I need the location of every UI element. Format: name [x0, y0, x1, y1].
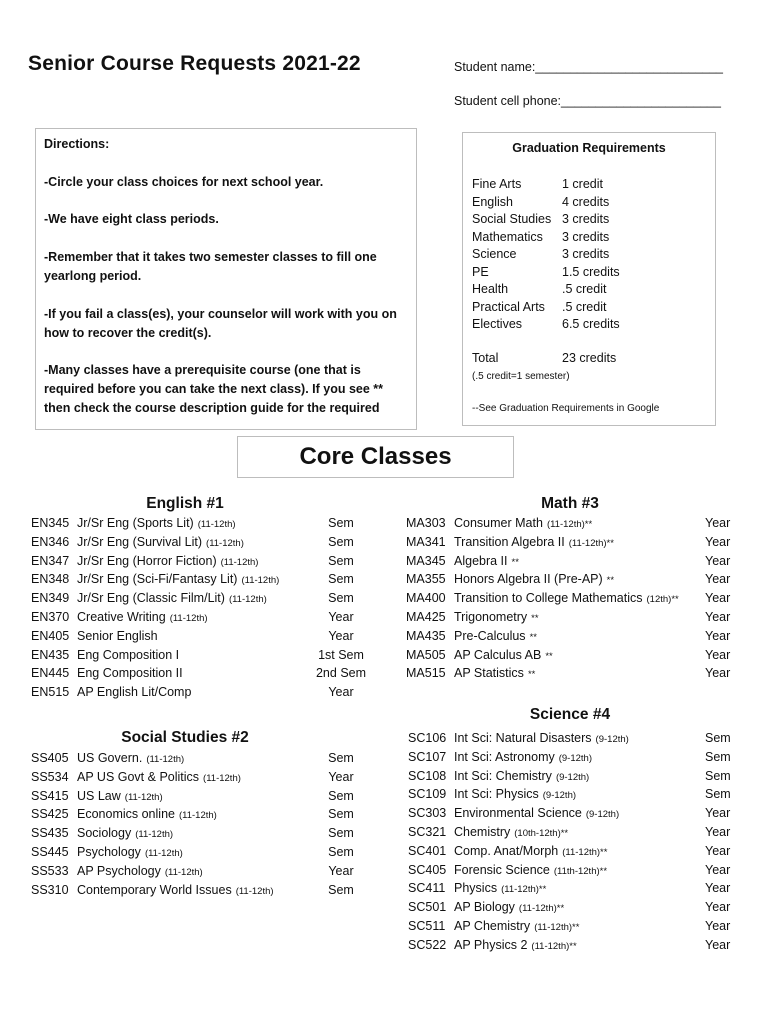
course-title: US Law — [77, 788, 121, 803]
course-row[interactable] — [31, 535, 376, 553]
course-title: Senior English — [77, 628, 158, 643]
course-name — [454, 750, 592, 764]
course-grade: (9-12th) — [558, 752, 592, 764]
directions-heading: Directions: — [44, 137, 110, 151]
course-length: Year — [328, 863, 354, 878]
requirement-credits: 3 credits — [562, 212, 610, 226]
requirement-subject: Mathematics — [472, 229, 543, 244]
course-length: Sem — [328, 572, 354, 587]
course-grade: (11-12th) — [203, 772, 241, 784]
course-name — [77, 535, 244, 549]
course-code: EN405 — [31, 628, 70, 643]
course-length: Year — [705, 881, 731, 896]
direction-item: -We have eight class periods. — [44, 212, 219, 226]
course-name — [77, 751, 184, 765]
course-code: MA425 — [406, 610, 446, 624]
course-length: Year — [705, 572, 731, 587]
course-title: Int Sci: Physics — [454, 787, 539, 802]
course-code: SC411 — [408, 881, 446, 896]
course-title: Eng Composition I — [77, 647, 180, 662]
course-name — [77, 516, 236, 530]
course-title: Int Sci: Astronomy — [454, 749, 555, 764]
course-length: Year — [705, 843, 731, 858]
credit-note: (.5 credit=1 semester) — [472, 371, 570, 382]
course-row[interactable] — [408, 863, 738, 881]
requirement-credits: 4 credits — [562, 194, 610, 209]
course-length: Year — [328, 769, 354, 784]
requirement-credits: 1.5 credits — [562, 264, 620, 279]
course-length: Year — [705, 937, 731, 952]
course-title: Environmental Science — [454, 806, 582, 821]
course-name — [454, 806, 619, 820]
direction-item: -Circle your class choices for next school year. — [44, 175, 324, 189]
requirement-subject: Fine Arts — [472, 177, 522, 191]
course-code: EN347 — [31, 553, 70, 568]
course-length: Year — [705, 919, 731, 933]
course-row[interactable] — [31, 826, 376, 844]
course-length: Sem — [705, 768, 731, 783]
course-grade: (10th-12th)** — [514, 828, 569, 839]
course-grade: (12th)** — [646, 594, 679, 606]
course-code: MA355 — [406, 572, 446, 587]
course-row[interactable] — [406, 535, 738, 553]
course-code: SS425 — [31, 807, 69, 822]
course-title: Sociology — [77, 826, 132, 841]
total-value: 23 credits — [562, 351, 617, 365]
course-length: Year — [705, 591, 731, 606]
course-title: AP Psychology — [77, 863, 161, 878]
course-row[interactable] — [31, 845, 376, 863]
course-grade: (11-12th) — [146, 754, 185, 765]
course-row[interactable] — [31, 789, 376, 807]
course-title: US Govern. — [77, 751, 143, 765]
science-heading: Science #4 — [529, 706, 611, 723]
course-row[interactable] — [31, 554, 376, 572]
course-code: EN345 — [31, 516, 70, 530]
course-length: Year — [705, 610, 731, 624]
course-title: AP Biology — [454, 900, 515, 915]
course-grade: (11-12th)** — [518, 903, 565, 915]
course-grade: ** — [529, 631, 537, 643]
course-title: Int Sci: Natural Disasters — [454, 731, 592, 745]
course-name — [454, 666, 535, 680]
course-code: SC106 — [408, 731, 447, 745]
course-title: Jr/Sr Eng (Horror Fiction) — [77, 553, 217, 568]
course-title: Creative Writing — [77, 610, 166, 624]
course-name — [77, 845, 183, 859]
course-row[interactable] — [31, 883, 376, 901]
course-name — [454, 629, 537, 643]
course-row[interactable] — [406, 666, 738, 684]
course-title: Consumer Math — [454, 516, 543, 530]
course-row[interactable] — [31, 685, 376, 703]
course-name — [454, 919, 579, 933]
core-classes-heading: Core Classes — [237, 436, 514, 478]
course-grade: (11-12th) — [197, 519, 236, 530]
course-name — [77, 826, 173, 840]
direction-item: -If you fail a class(es), your counselor will work with you on how to recover the credit(s). — [44, 307, 397, 340]
course-row[interactable] — [406, 554, 738, 572]
course-grade: (11-12th)** — [546, 519, 593, 530]
course-row[interactable] — [31, 807, 376, 825]
course-code: EN435 — [31, 647, 70, 662]
course-grade: (11-12th)** — [568, 537, 614, 549]
requirement-subject: Electives — [472, 317, 523, 331]
course-title: Pre-Calculus — [454, 628, 526, 643]
course-row[interactable] — [31, 864, 376, 882]
course-row[interactable] — [408, 787, 738, 805]
course-name — [77, 666, 187, 680]
english-heading: English #1 — [146, 495, 224, 512]
course-code: EN445 — [31, 666, 70, 681]
course-code: EN349 — [31, 591, 70, 606]
course-row[interactable] — [408, 825, 738, 843]
course-grade: (11-12th) — [164, 866, 203, 878]
course-length: 1st Sem — [318, 647, 364, 662]
course-grade: (11-12th) — [178, 810, 217, 822]
course-row[interactable] — [406, 610, 738, 628]
course-grade: (11-12th) — [144, 848, 183, 859]
course-name — [454, 572, 614, 586]
course-title: Contemporary World Issues — [77, 882, 232, 897]
course-title: Transition to College Mathematics — [454, 591, 643, 606]
course-title: Forensic Science — [454, 862, 550, 877]
course-code: SS445 — [31, 845, 69, 859]
requirement-credits: 1 credit — [562, 177, 603, 191]
requirement-subject: PE — [472, 264, 489, 279]
course-grade: (11-12th)** — [534, 922, 580, 933]
course-code: MA400 — [406, 591, 446, 606]
graduation-title: Graduation Requirements — [512, 141, 666, 155]
course-name — [77, 883, 274, 897]
direction-item: -Many classes have a prerequisite course (one that is required before you can take the next class). If you see ** then check the course description guide for the required — [44, 363, 384, 415]
social-studies-heading: Social Studies #2 — [121, 729, 249, 746]
page-title: Senior Course Requests 2021-22 — [28, 52, 361, 75]
course-row[interactable] — [406, 516, 738, 534]
course-grade: (11-12th)** — [531, 940, 577, 952]
course-title: AP US Govt & Politics — [77, 769, 200, 784]
course-name — [454, 900, 564, 914]
course-grade: (11-12th) — [228, 594, 267, 606]
course-length: Year — [328, 685, 354, 700]
course-code: EN346 — [31, 534, 70, 549]
course-name — [454, 535, 614, 549]
course-name — [454, 769, 589, 783]
course-row[interactable] — [31, 572, 376, 590]
course-row[interactable] — [406, 648, 738, 666]
course-title: AP English Lit/Comp — [77, 685, 192, 700]
course-grade: ** — [606, 575, 615, 587]
course-row[interactable] — [31, 770, 376, 788]
course-row[interactable] — [408, 750, 738, 768]
course-title: Physics — [454, 881, 498, 896]
course-title: Chemistry — [454, 825, 511, 839]
course-row[interactable] — [31, 610, 376, 628]
course-name — [454, 938, 577, 952]
course-length: Sem — [328, 788, 354, 803]
course-grade: (9-12th) — [542, 790, 577, 802]
course-row[interactable] — [408, 806, 738, 824]
course-length: Sem — [328, 882, 354, 897]
total-label: Total — [472, 351, 499, 365]
requirement-credits: 6.5 credits — [562, 317, 620, 331]
course-name — [454, 610, 539, 624]
course-title: Trigonometry — [454, 610, 528, 624]
course-code: SC522 — [408, 937, 447, 952]
course-grade: (11-12th)** — [562, 846, 608, 858]
course-grade: (11-12th) — [124, 791, 163, 803]
course-code: SC108 — [408, 768, 447, 783]
course-row[interactable] — [408, 938, 738, 956]
requirement-subject: Practical Arts — [472, 299, 545, 314]
course-title: Economics online — [77, 807, 175, 822]
course-name — [77, 648, 183, 662]
course-name — [77, 770, 241, 784]
course-row[interactable] — [408, 769, 738, 787]
course-name — [77, 629, 162, 643]
course-grade: (11-12th) — [135, 829, 174, 841]
graduation-requirements-box — [462, 132, 716, 426]
course-name — [77, 572, 279, 586]
student-phone-field[interactable]: Student cell phone:_______________________ — [454, 94, 721, 108]
course-length: Sem — [705, 749, 731, 764]
course-title: AP Physics 2 — [454, 937, 528, 952]
course-name — [454, 591, 679, 605]
course-row[interactable] — [31, 648, 376, 666]
course-length: Year — [705, 516, 731, 530]
course-name — [454, 516, 592, 530]
course-name — [77, 864, 203, 878]
course-length: Year — [705, 666, 731, 681]
course-title: Honors Algebra II (Pre-AP) — [454, 572, 603, 587]
course-name — [77, 807, 217, 821]
course-length: Year — [328, 628, 354, 643]
course-row[interactable] — [408, 919, 738, 937]
course-length: Sem — [328, 591, 354, 606]
course-row[interactable] — [406, 591, 738, 609]
course-row[interactable] — [31, 516, 376, 534]
course-row[interactable] — [408, 731, 738, 749]
course-length: Year — [705, 647, 731, 662]
course-name — [77, 554, 258, 568]
course-length: Sem — [705, 787, 731, 802]
course-name — [454, 648, 553, 662]
math-heading: Math #3 — [541, 495, 599, 512]
course-length: 2nd Sem — [315, 666, 367, 681]
course-length: Year — [705, 534, 731, 549]
course-length: Year — [705, 900, 731, 915]
course-grade: ** — [511, 556, 519, 568]
requirement-credits: .5 credit — [562, 282, 607, 296]
course-title: Jr/Sr Eng (Sci-Fi/Fantasy Lit) — [77, 572, 238, 587]
course-length: Year — [705, 553, 731, 568]
course-length: Sem — [328, 826, 354, 841]
course-grade: (9-12th) — [595, 734, 629, 745]
course-title: AP Chemistry — [454, 919, 531, 933]
student-name-field[interactable]: Student name:___________________________ — [454, 60, 724, 74]
course-title: Int Sci: Chemistry — [454, 768, 552, 783]
course-name — [77, 685, 195, 699]
course-grade: ** — [531, 613, 539, 624]
course-grade: (9-12th) — [585, 809, 620, 821]
course-code: SC405 — [408, 862, 447, 877]
requirement-credits: 3 credits — [562, 247, 610, 261]
course-code: MA341 — [406, 534, 446, 549]
course-row[interactable] — [408, 900, 738, 918]
course-code: MA303 — [406, 516, 446, 530]
course-row[interactable] — [31, 666, 376, 684]
course-code: SS310 — [31, 882, 69, 897]
course-grade: ** — [527, 669, 536, 681]
course-code: EN370 — [31, 610, 70, 624]
requirement-subject: English — [472, 194, 513, 209]
course-title: Eng Composition II — [77, 666, 183, 681]
course-code: SS405 — [31, 751, 69, 765]
course-name — [454, 863, 607, 877]
course-code: SS415 — [31, 788, 69, 803]
course-code: SC109 — [408, 787, 447, 802]
course-code: MA515 — [406, 666, 446, 681]
course-name — [77, 610, 208, 624]
course-length: Sem — [328, 516, 354, 530]
course-length: Sem — [328, 807, 354, 822]
course-row[interactable] — [408, 844, 738, 862]
course-length: Sem — [328, 534, 354, 549]
course-title: Jr/Sr Eng (Survival Lit) — [77, 534, 203, 549]
course-name — [454, 825, 568, 839]
course-grade: ** — [545, 650, 553, 662]
course-name — [454, 731, 629, 745]
course-code: MA505 — [406, 647, 446, 662]
directions-box — [35, 128, 417, 430]
course-length: Year — [705, 806, 731, 821]
course-title: Jr/Sr Eng (Sports Lit) — [77, 516, 194, 530]
course-code: SC321 — [408, 825, 447, 839]
requirement-subject: Health — [472, 282, 509, 296]
course-title: AP Statistics — [454, 666, 524, 681]
direction-item: -Remember that it takes two semester classes to fill one yearlong period. — [44, 250, 377, 283]
course-code: SC303 — [408, 806, 447, 821]
course-grade: (11-12th) — [235, 885, 274, 897]
course-length: Sem — [328, 751, 354, 765]
course-title: Psychology — [77, 845, 141, 859]
course-code: MA435 — [406, 628, 446, 643]
course-code: SC401 — [408, 843, 447, 858]
course-grade: (11-12th)** — [501, 884, 547, 896]
course-length: Sem — [705, 731, 731, 745]
course-title: Algebra II — [454, 553, 508, 568]
course-name — [454, 787, 576, 801]
graduation-footer-note: --See Graduation Requirements in Google — [472, 403, 660, 414]
course-code: SS534 — [31, 769, 69, 784]
requirement-subject: Science — [472, 247, 517, 261]
course-code: EN515 — [31, 685, 70, 700]
course-code: SC107 — [408, 749, 447, 764]
course-code: SS435 — [31, 826, 69, 841]
requirement-credits: .5 credit — [562, 299, 607, 314]
course-row[interactable] — [31, 591, 376, 609]
course-title: Jr/Sr Eng (Classic Film/Lit) — [77, 591, 225, 606]
course-length: Sem — [328, 845, 354, 859]
course-grade: (11-12th) — [241, 575, 280, 587]
course-length: Year — [705, 862, 731, 877]
course-row[interactable] — [31, 629, 376, 647]
course-row[interactable] — [408, 881, 738, 899]
course-row[interactable] — [406, 629, 738, 647]
course-name — [454, 844, 607, 858]
course-name — [454, 881, 546, 895]
course-name — [77, 789, 163, 803]
course-row[interactable] — [31, 751, 376, 769]
course-code: SS533 — [31, 863, 69, 878]
requirement-subject: Social Studies — [472, 212, 552, 226]
course-length: Year — [705, 628, 731, 643]
course-grade: (11th-12th)** — [553, 865, 608, 877]
course-code: SC501 — [408, 900, 447, 915]
course-title: Transition Algebra II — [454, 534, 565, 549]
course-length: Year — [328, 610, 354, 624]
course-length: Sem — [328, 553, 354, 568]
course-code: EN348 — [31, 572, 70, 587]
course-name — [77, 591, 267, 605]
requirement-credits: 3 credits — [562, 229, 610, 244]
course-grade: (11-12th) — [220, 556, 259, 568]
course-length: Year — [705, 825, 731, 839]
course-code: MA345 — [406, 553, 446, 568]
course-title: Comp. Anat/Morph — [454, 843, 559, 858]
course-grade: (11-12th) — [206, 537, 244, 549]
course-row[interactable] — [406, 572, 738, 590]
course-code: SC511 — [408, 919, 446, 933]
course-grade: (9-12th) — [555, 771, 590, 783]
course-grade: (11-12th) — [169, 613, 208, 624]
course-title: AP Calculus AB — [454, 647, 542, 662]
course-name — [454, 554, 519, 568]
